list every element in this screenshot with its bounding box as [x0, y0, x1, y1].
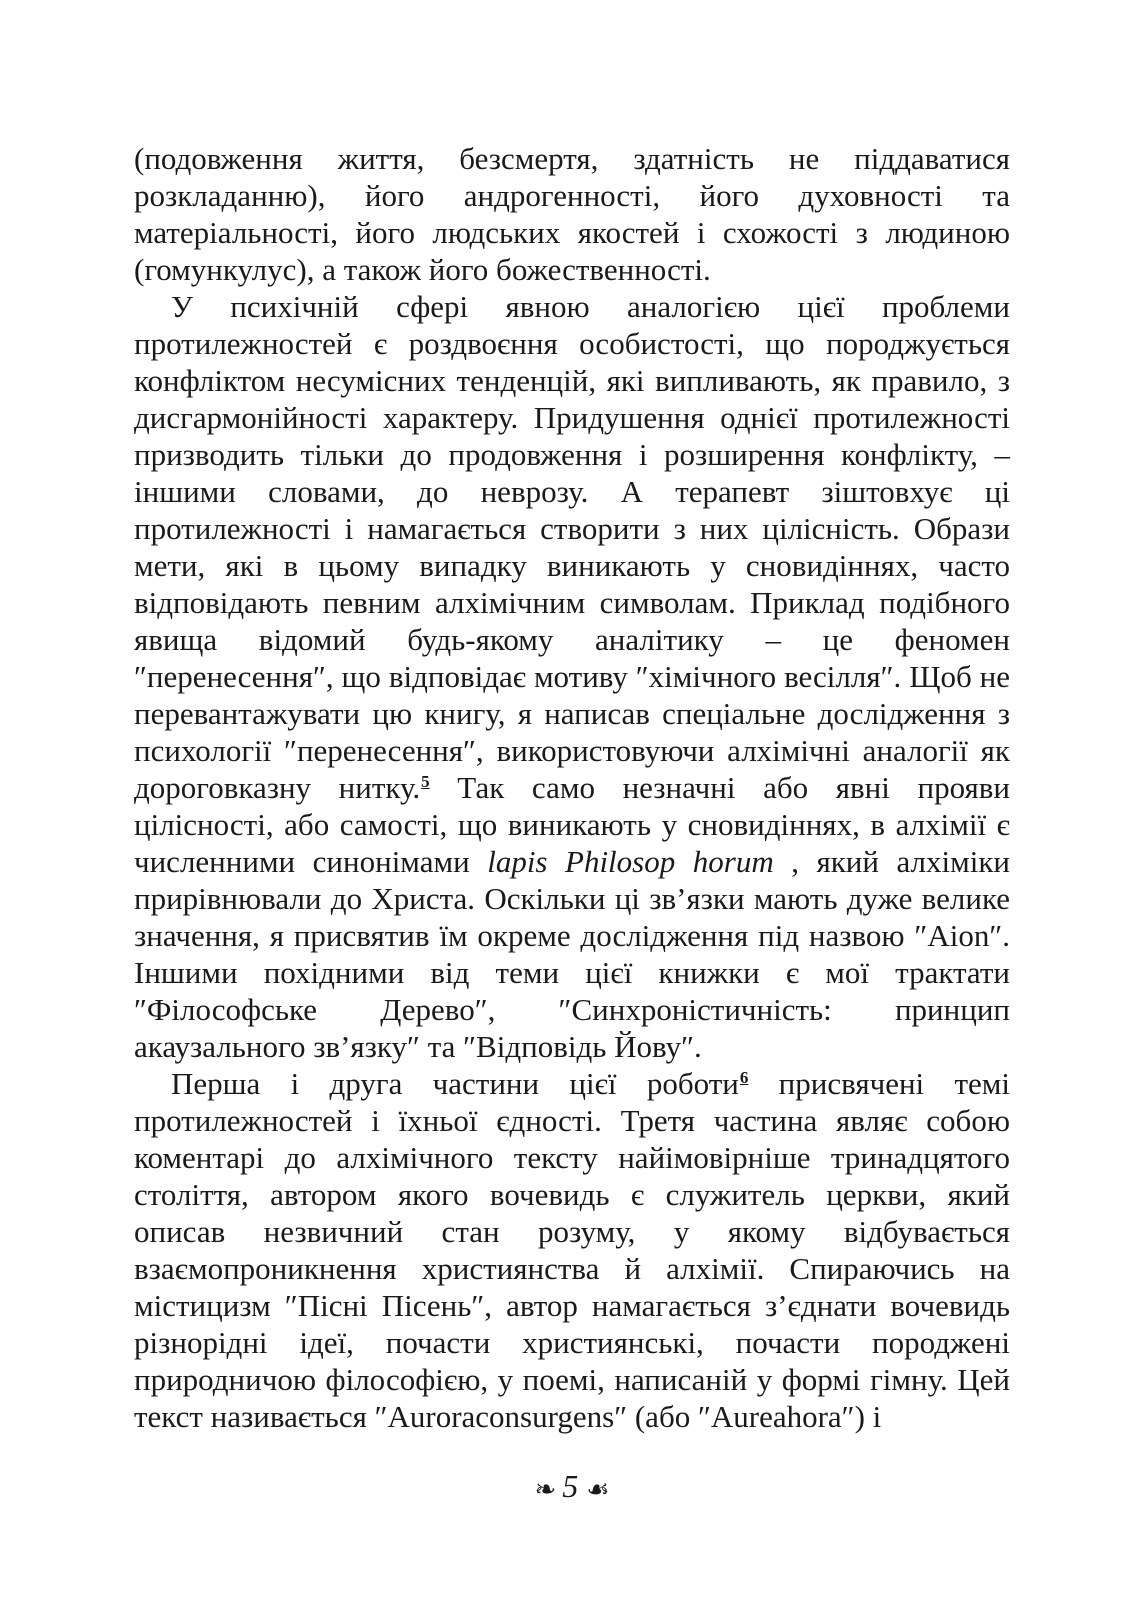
paragraph-2-text-c: , який алхіміки прирівнювали до Христа. Оскільки ці зв’язки мають дуже велике значення, я присвятив їм окреме дослідження під назвою ″Aion″. Іншими похідними від теми цієї книжки є мої трактати ″Філософське Дерево″, ″Синхроністичність: принцип акаузального зв’язку″ та ″Відповідь Йову″. [134, 844, 1010, 1064]
paragraph-3-text-b: присвячені темі протилежностей і їхньої єдності. Третя частина являє собою коментарі до алхімічного тексту найімовірніше тринадцятого століття, автором якого вочевидь є служитель церкви, який описав незвичний стан розуму, у якому відбувається взаємопроникнення християнства й алхімії. Спираючись на містицизм ″Пісні Пісень″, автор намагається з’єднати вочевидь різнорідні ідеї, почасти християнські, почасти породжені природничою філософією, у поемі, написаній у формі гімну. Цей текст називається ″Auroraconsurgens″ (або ″Aureahora″) і [134, 1066, 1011, 1434]
paragraph-3 [134, 1065, 1010, 1435]
footnote-ref-5[interactable]: 5 [421, 771, 430, 791]
paragraph-1-text: (подовження життя, безсмертя, здатність не піддаватися розкладанню), його андрогенності, його духовності та матеріальності, його людських якостей і схожості з людиною (гомункулус), а також його божественності. [134, 141, 1010, 287]
page-footer [0, 1468, 1142, 1505]
paragraph-2 [134, 288, 1010, 1065]
paragraph-2-text-a: У психічній сфері явною аналогією цієї проблеми протилежностей є роздвоєння особистості, що породжується конфліктом несумісних тенденцій, які випливають, як правило, з дисгармонійності характеру. Придушення однієї протилежності призводить тільки до продовження і розширення конфлікту, – іншими словами, до неврозу. А терапевт зіштовхує ці протилежності і намагається створити з них цілісність. Образи мети, які в цьому випадку виникають у сновидіннях, часто відповідають певним алхімічним символам. Приклад подібного явища відомий будь-якому аналітику – це феномен ″перенесення″, що відповідає мотиву ″хімічного весілля″. Щоб не перевантажувати цю книгу, я написав спеціальне дослідження з психології ″перенесення″, використовуючи алхімічні аналогії як дороговказну нитку. [134, 289, 1010, 805]
paragraph-2-text-b: Так само незначні або явні прояви цілісності, або самості, що виникають у сновидіннях, в алхімії є численними синонімами [134, 770, 1010, 879]
paragraph-3-text-a: Перша і друга частини цієї роботи [171, 1066, 739, 1101]
ornament-right-icon: ☙ [586, 1474, 608, 1504]
paragraph-1 [134, 140, 1010, 288]
latin-term: lapis Philosop horum [487, 844, 774, 879]
body-text [134, 140, 1010, 1435]
ornament-left-icon: ❧ [534, 1474, 555, 1504]
page-number: 5 [562, 1468, 579, 1504]
footnote-ref-6[interactable]: 6 [739, 1067, 749, 1087]
